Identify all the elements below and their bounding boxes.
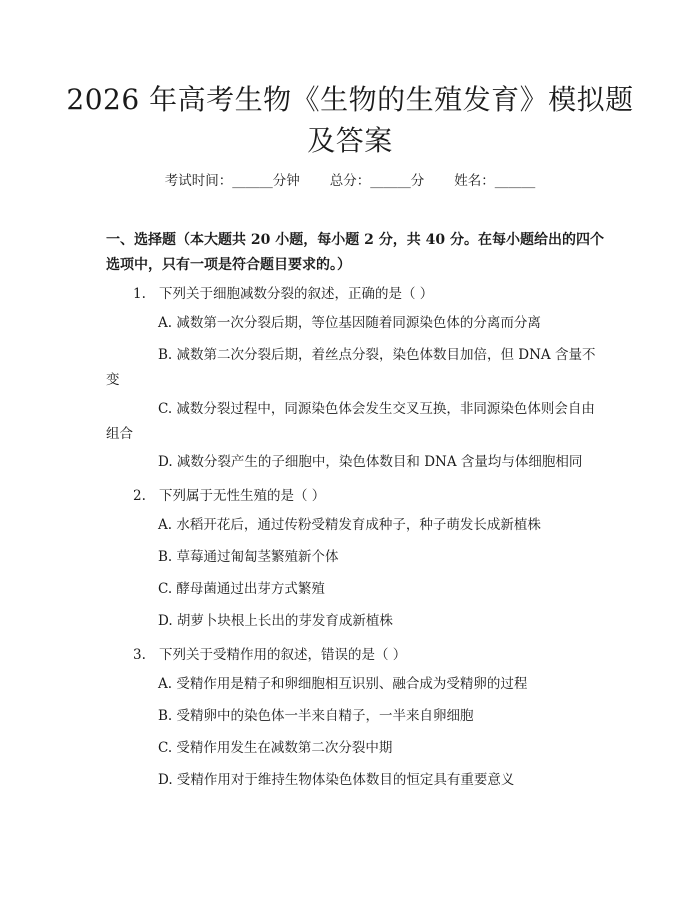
question-stem: 下列关于受精作用的叙述，错误的是（ ） <box>159 647 407 663</box>
question-1-option-b: B. 减数第二次分裂后期，着丝点分裂，染色体数目加倍，但 DNA 含量不变 <box>106 347 596 388</box>
total-score-label: 总分：______分 <box>329 173 425 189</box>
question-3-option-a: A. 受精作用是精子和卵细胞相互识别、融合成为受精卵的过程 <box>158 676 528 692</box>
name-label: 姓名：______ <box>454 173 536 189</box>
question-number: 2. <box>133 488 146 504</box>
section-heading: 一、选择题（本大题共 20 小题，每小题 2 分，共 40 分。在每小题给出的四个选项中，只有一项是符合题目要求的。） <box>106 232 604 273</box>
question-2-option-b: B. 草莓通过匍匐茎繁殖新个体 <box>158 549 339 565</box>
exam-info-line <box>0 169 700 189</box>
question-stem: 下列属于无性生殖的是（ ） <box>159 488 326 504</box>
exam-time-label: 考试时间：______分钟 <box>164 173 300 189</box>
question-1-option-c: C. 减数分裂过程中，同源染色体会发生交叉互换，非同源染色体则会自由组合 <box>106 401 595 442</box>
question-number: 3. <box>133 647 146 663</box>
question-3-option-d: D. 受精作用对于维持生物体染色体数目的恒定具有重要意义 <box>158 772 515 788</box>
question-3 <box>133 643 406 663</box>
question-2 <box>133 484 325 504</box>
question-number: 1. <box>133 286 146 302</box>
question-stem: 下列关于细胞减数分裂的叙述，正确的是（ ） <box>159 286 434 302</box>
question-3-option-b: B. 受精卵中的染色体一半来自精子，一半来自卵细胞 <box>158 708 474 724</box>
question-1-option-a: A. 减数第一次分裂后期，等位基因随着同源染色体的分离而分离 <box>158 315 541 331</box>
question-2-option-a: A. 水稻开花后，通过传粉受精发育成种子，种子萌发长成新植株 <box>158 517 541 533</box>
document-title-line-2: 及答案 <box>307 124 393 157</box>
document-title-line-1: 2026 年高考生物《生物的生殖发育》模拟题 <box>66 83 634 116</box>
question-2-option-d: D. 胡萝卜块根上长出的芽发育成新植株 <box>158 613 393 629</box>
question-1-option-d: D. 减数分裂产生的子细胞中，染色体数目和 DNA 含量均与体细胞相同 <box>158 454 583 470</box>
question-1 <box>133 282 433 302</box>
question-3-option-c: C. 受精作用发生在减数第二次分裂中期 <box>158 740 393 756</box>
question-2-option-c: C. 酵母菌通过出芽方式繁殖 <box>158 581 325 597</box>
